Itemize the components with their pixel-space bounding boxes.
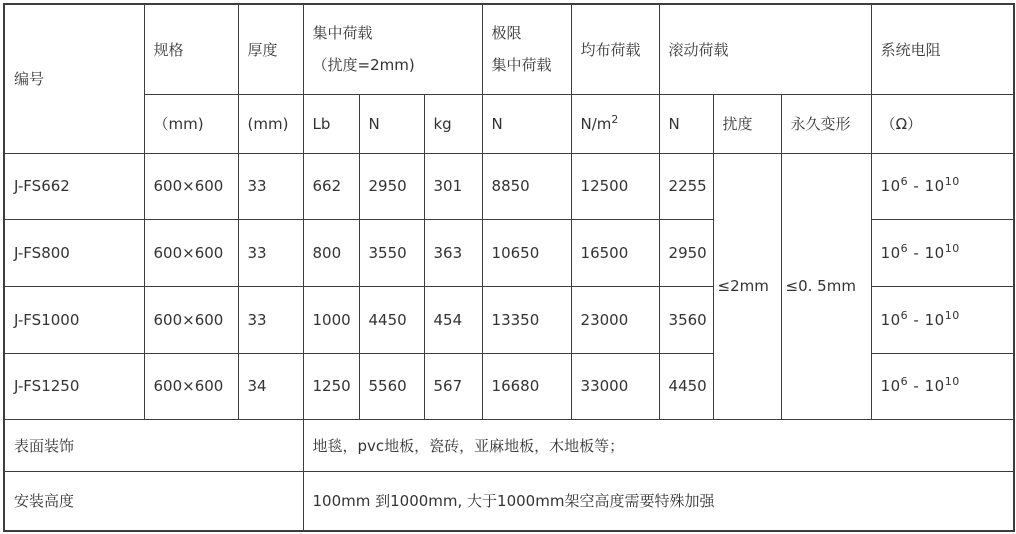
cell-n: 5560 — [359, 353, 424, 419]
header-rolling-n: N — [659, 94, 713, 153]
footer-row-height — [4, 471, 1014, 531]
header-concentrated-load — [303, 4, 482, 94]
cell-id: J-FS1000 — [4, 286, 144, 353]
cell-kg: 567 — [424, 353, 482, 419]
header-uniform-unit: $N/m^2$ — [571, 94, 659, 153]
header-permanent-deform: 永久变形 — [781, 94, 871, 153]
header-ultimate-load — [482, 4, 571, 94]
cell-resistance: $10^6 - 10^{10}$ — [871, 153, 1014, 219]
cell-id: J-FS800 — [4, 219, 144, 286]
cell-rolling-n: 4450 — [659, 353, 713, 419]
cell-uniform: 23000 — [571, 286, 659, 353]
header-concentrated-load-line1: 集中荷载 — [312, 24, 373, 42]
cell-thickness: 33 — [238, 286, 303, 353]
header-lb: Lb — [303, 94, 359, 153]
cell-kg: 454 — [424, 286, 482, 353]
header-thickness: 厚度 — [238, 4, 303, 94]
cell-lb: 800 — [303, 219, 359, 286]
header-kg: kg — [424, 94, 482, 153]
cell-thickness: 34 — [238, 353, 303, 419]
cell-kg: 363 — [424, 219, 482, 286]
cell-rolling-n: 3560 — [659, 286, 713, 353]
footer-surface-label: 表面装饰 — [4, 419, 303, 471]
cell-ultimate: 13350 — [482, 286, 571, 353]
header-rolling-load: 滚动荷载 — [659, 4, 871, 94]
header-spec: 规格 — [144, 4, 238, 94]
cell-spec: 600×600 — [144, 219, 238, 286]
header-system-resistance: 系统电阻 — [871, 4, 1014, 94]
cell-uniform: 33000 — [571, 353, 659, 419]
header-id: 编号 — [4, 4, 144, 153]
cell-ultimate: 16680 — [482, 353, 571, 419]
header-uniform-load: 均布荷载 — [571, 4, 659, 94]
cell-uniform: 12500 — [571, 153, 659, 219]
cell-permanent-deform-merged: ≤0. 5mm — [781, 153, 871, 419]
cell-ultimate: 10650 — [482, 219, 571, 286]
footer-height-value: 100mm 到1000mm, 大于1000mm架空高度需要特殊加强 — [303, 471, 1014, 531]
header-row-2 — [4, 94, 1014, 153]
footer-height-label: 安装高度 — [4, 471, 303, 531]
cell-thickness: 33 — [238, 153, 303, 219]
footer-surface-value: 地毯，pvc地板，瓷砖，亚麻地板，木地板等； — [303, 419, 1014, 471]
cell-spec: 600×600 — [144, 153, 238, 219]
cell-n: 3550 — [359, 219, 424, 286]
cell-id: J-FS662 — [4, 153, 144, 219]
cell-n: 2950 — [359, 153, 424, 219]
cell-rolling-n: 2950 — [659, 219, 713, 286]
cell-n: 4450 — [359, 286, 424, 353]
footer-row-surface — [4, 419, 1014, 471]
cell-thickness: 33 — [238, 219, 303, 286]
cell-uniform: 16500 — [571, 219, 659, 286]
cell-ultimate: 8850 — [482, 153, 571, 219]
cell-lb: 662 — [303, 153, 359, 219]
header-n: N — [359, 94, 424, 153]
cell-rolling-n: 2255 — [659, 153, 713, 219]
cell-resistance: $10^6 - 10^{10}$ — [871, 286, 1014, 353]
header-ultimate-load-line2: 集中荷载 — [491, 56, 552, 75]
cell-lb: 1250 — [303, 353, 359, 419]
header-concentrated-load-line2: （扰度=2mm) — [312, 56, 415, 75]
floor-spec-table — [3, 3, 1015, 532]
cell-resistance: $10^6 - 10^{10}$ — [871, 219, 1014, 286]
header-row-1 — [4, 4, 1014, 94]
table-row — [4, 153, 1014, 219]
header-resistance-unit: （Ω） — [871, 94, 1014, 153]
cell-lb: 1000 — [303, 286, 359, 353]
header-deflection: 扰度 — [713, 94, 781, 153]
cell-resistance: $10^6 - 10^{10}$ — [871, 353, 1014, 419]
cell-kg: 301 — [424, 153, 482, 219]
cell-id: J-FS1250 — [4, 353, 144, 419]
cell-spec: 600×600 — [144, 353, 238, 419]
cell-spec: 600×600 — [144, 286, 238, 353]
header-ultimate-load-line1: 极限 — [491, 24, 522, 42]
header-spec-unit: （mm) — [144, 94, 238, 153]
cell-deflection-merged: ≤2mm — [713, 153, 781, 419]
header-thickness-unit: (mm) — [238, 94, 303, 153]
header-ultimate-unit: N — [482, 94, 571, 153]
